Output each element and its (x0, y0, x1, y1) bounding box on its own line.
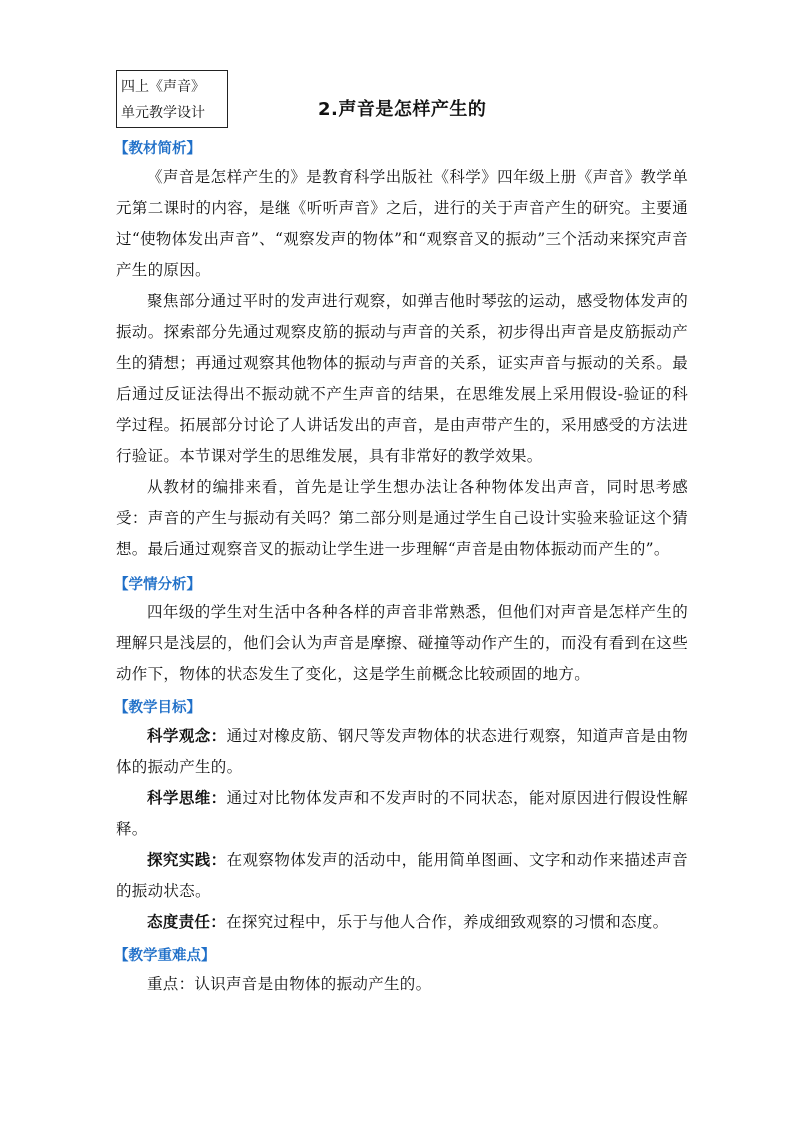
unit-label-line1: 四上《声音》 (121, 79, 205, 95)
goal-inquiry-practice (116, 845, 688, 907)
goal-attitude (116, 907, 688, 938)
goal-science-thinking-label: 科学思维： (147, 789, 227, 807)
keypoint-paragraph-1: 重点：认识声音是由物体的振动产生的。 (147, 975, 432, 993)
goal-attitude-text: 在探究过程中，乐于与他人合作，养成细致观察的习惯和态度。 (226, 913, 669, 931)
unit-label-line2: 单元教学设计 (121, 105, 205, 121)
lesson-title: 2.声音是怎样产生的 (318, 99, 487, 120)
unit-label-box (116, 70, 228, 128)
goal-science-concept-text: 通过对橡皮筋、钢尺等发声物体的状态进行观察，知道声音是由物体的振动产生的。 (116, 727, 688, 776)
section-heading-material: 【教材简析】 (114, 141, 201, 157)
students-paragraph-1: 四年级的学生对生活中各种各样的声音非常熟悉，但他们对声音是怎样产生的理解只是浅层的，他们会认为声音是摩擦、碰撞等动作产生的，而没有看到在这些动作下，物体的状态发生了变化，这是学生前概念比较顽固的地方。 (116, 603, 688, 683)
material-paragraph-1: 《声音是怎样产生的》是教育科学出版社《科学》四年级上册《声音》教学单元第二课时的内容，是继《听听声音》之后，进行的关于声音产生的研究。主要通过“使物体发出声音”、“观察发声的物体”和“观察音叉的振动”三个活动来探究声音产生的原因。 (116, 168, 688, 279)
goal-attitude-label: 态度责任： (147, 913, 227, 931)
goal-inquiry-practice-label: 探究实践： (147, 851, 227, 869)
goal-science-thinking-text: 通过对比物体发声和不发声时的不同状态，能对原因进行假设性解释。 (116, 789, 688, 838)
section-heading-keypoints: 【教学重难点】 (114, 948, 216, 964)
material-paragraph-3: 从教材的编排来看，首先是让学生想办法让各种物体发出声音，同时思考感受：声音的产生与振动有关吗？第二部分则是通过学生自己设计实验来验证这个猜想。最后通过观察音叉的振动让学生进一步理解“声音是由物体振动而产生的”。 (116, 478, 688, 558)
section-heading-goals: 【教学目标】 (114, 700, 201, 716)
material-paragraph-2: 聚焦部分通过平时的发声进行观察，如弹吉他时琴弦的运动，感受物体发声的振动。探索部分先通过观察皮筋的振动与声音的关系，初步得出声音是皮筋振动产生的猜想；再通过观察其他物体的振动与声音的关系，证实声音与振动的关系。最后通过反证法得出不振动就不产生声音的结果，在思维发展上采用假设-验证的科学过程。拓展部分讨论了人讲话发出的声音，是由声带产生的，采用感受的方法进行验证。本节课对学生的思维发展，具有非常好的教学效果。 (116, 292, 688, 465)
goal-science-concept (116, 721, 688, 783)
goal-science-thinking (116, 783, 688, 845)
section-heading-students: 【学情分析】 (114, 577, 201, 593)
goal-inquiry-practice-text: 在观察物体发声的活动中，能用简单图画、文字和动作来描述声音的振动状态。 (116, 851, 688, 900)
goal-science-concept-label: 科学观念： (147, 727, 227, 745)
